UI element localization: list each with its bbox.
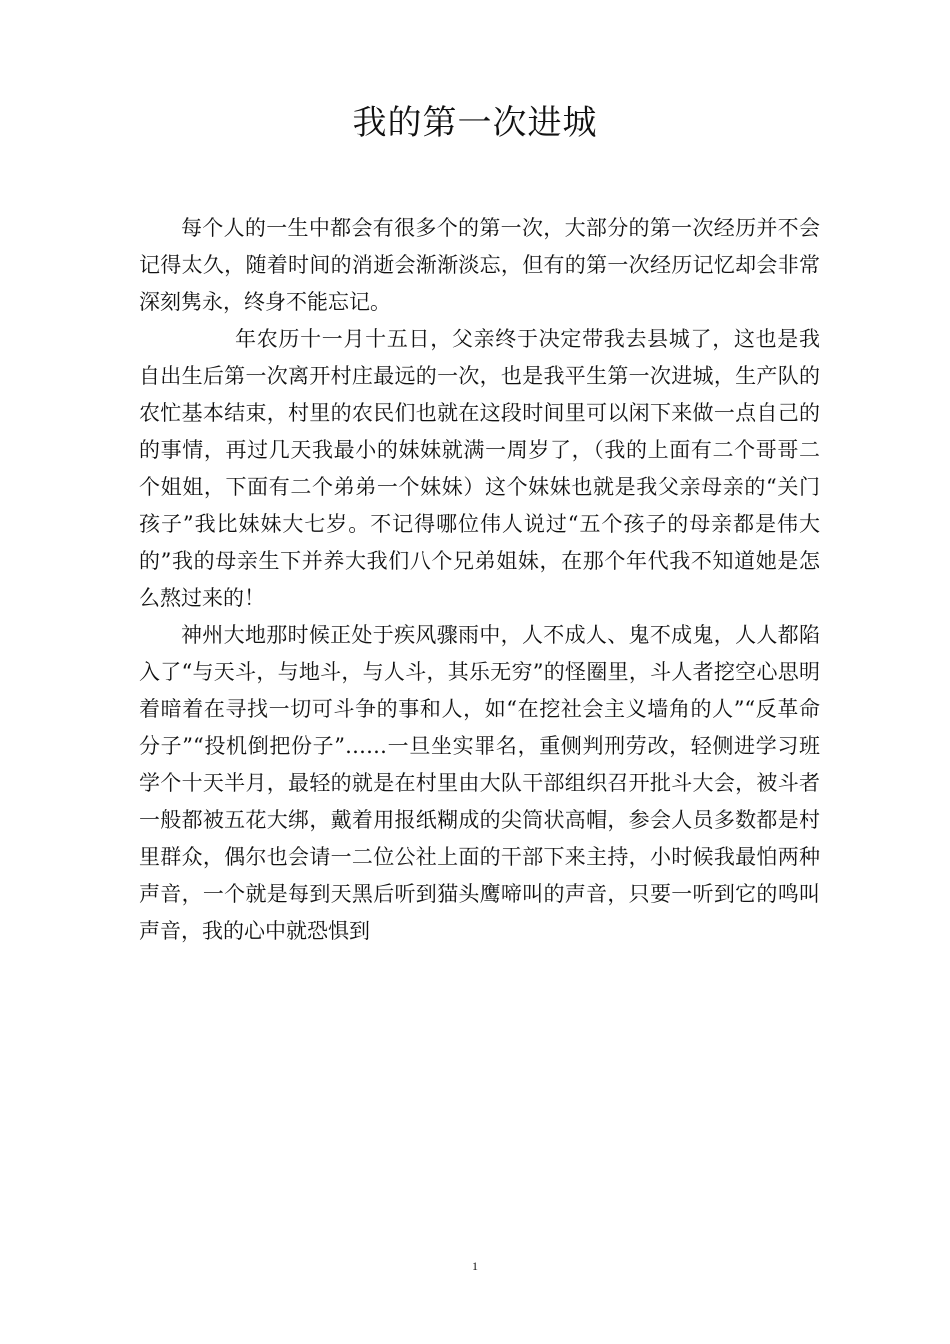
page-number: 1 [472,1259,478,1273]
document-body [139,210,820,950]
paragraph-3: 神州大地那时候正处于疾风骤雨中，人不成人、鬼不成鬼，人人都陷入了“与天斗，与地斗，与人斗，其乐无穷”的怪圈里，斗人者挖空心思明着暗着在寻找一切可斗争的事和人，如“在挖社会主义墙角的人”“反革命分子”“投机倒把份子”……一旦坐实罪名，重侧判刑劳改，轻侧进学习班学个十天半月，最轻的就是在村里由大队干部组织召开批斗大会，被斗者一般都被五花大绑，戴着用报纸糊成的尖筒状高帽，参会人员多数都是村里群众，偶尔也会请一二位公社上面的干部下来主持，小时候我最怕两种声音，一个就是每到天黑后听到猫头鹰啼叫的声音，只要一听到它的鸣叫声音，我的心中就恐惧到 [139,623,820,943]
document-title: 我的第一次进城 [352,103,598,143]
paragraph-1: 每个人的一生中都会有很多个的第一次，大部分的第一次经历并不会记得太久，随着时间的消逝会渐渐淡忘，但有的第一次经历记忆却会非常深刻隽永，终身不能忘记。 [139,216,820,314]
paragraph-2: 年农历十一月十五日，父亲终于决定带我去县城了，这也是我自出生后第一次离开村庄最远的一次，也是我平生第一次进城，生产队的农忙基本结束，村里的农民们也就在这段时间里可以闲下来做一点自己的的事情，再过几天我最小的妹妹就满一周岁了，（我的上面有二个哥哥二个姐姐，下面有二个弟弟一个妹妹）这个妹妹也就是我父亲母亲的“关门孩子”我比妹妹大七岁。不记得哪位伟人说过“五个孩子的母亲都是伟大的”我的母亲生下并养大我们八个兄弟姐妹，在那个年代我不知道她是怎么熬过来的！ [139,327,820,610]
